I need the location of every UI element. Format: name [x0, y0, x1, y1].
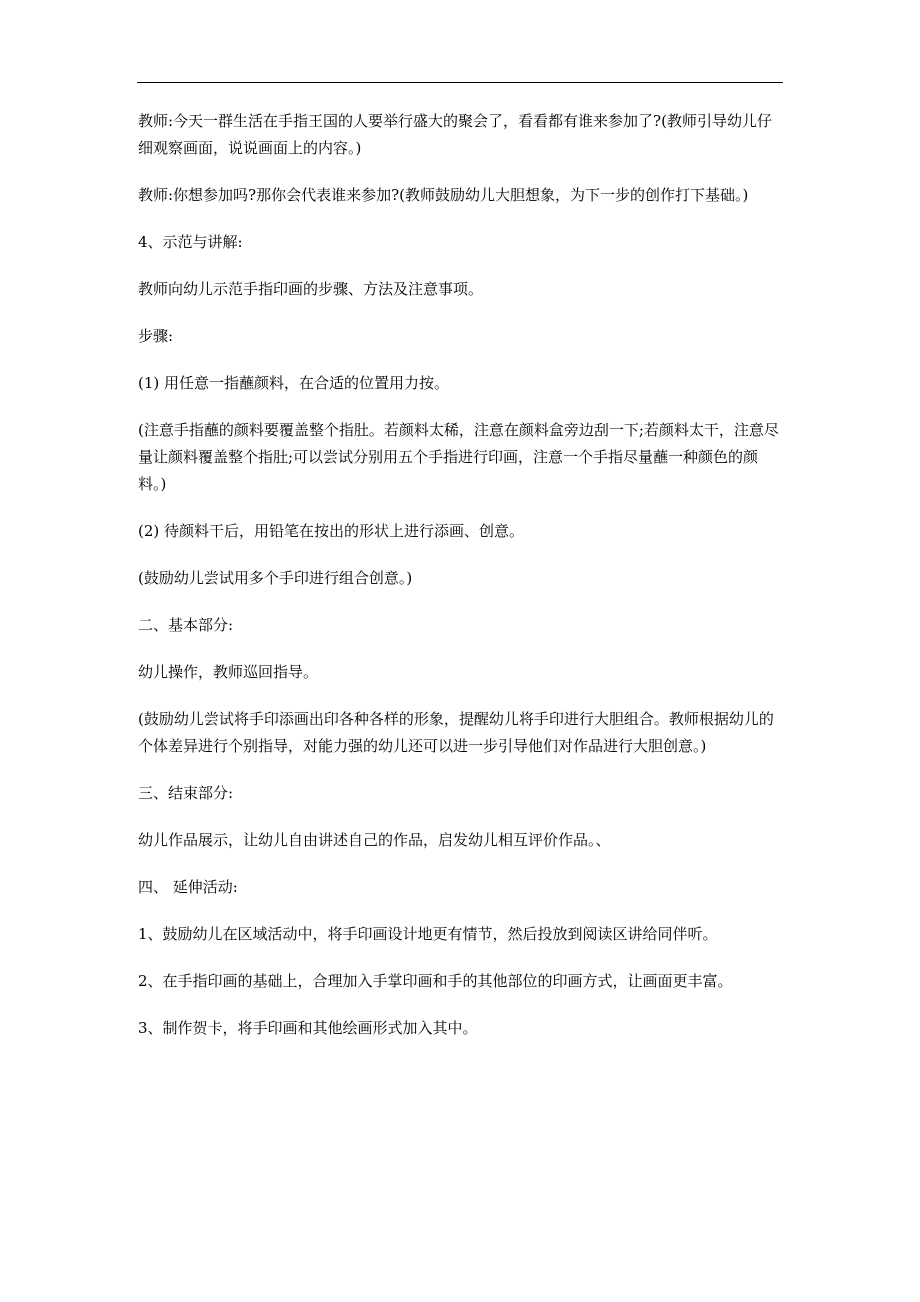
step-2-note: (鼓励幼儿尝试用多个手印进行组合创意。) — [138, 569, 413, 587]
header-rule — [137, 82, 783, 83]
paragraph-teacher-question: 教师:你想参加吗?那你会代表谁来参加?(教师鼓励幼儿大胆想象，为下一步的创作打下基础。) — [138, 186, 749, 204]
step-1-note: (注意手指蘸的颜料要覆盖整个指肚。若颜料太稀，注意在颜料盒旁边刮一下;若颜料太干，注意尽量让颜料覆盖整个指肚;可以尝试分别用五个手指进行印画，注意一个手指尽量蘸一种颜色的颜料。) — [138, 421, 779, 493]
section-heading-demo: 4、示范与讲解: — [138, 233, 243, 251]
step-2: (2) 待颜料干后，用铅笔在按出的形状上进行添画、创意。 — [138, 522, 525, 540]
extension-item-2: 2、在手指印画的基础上，合理加入手掌印画和手的其他部位的印画方式，让画面更丰富。 — [138, 972, 733, 990]
section-heading-extension: 四、 延伸活动: — [138, 878, 238, 896]
document-body — [138, 108, 784, 1062]
paragraph-basic-desc: 幼儿操作，教师巡回指导。 — [138, 663, 319, 681]
steps-heading: 步骤: — [138, 327, 174, 345]
extension-item-3: 3、制作贺卡，将手印画和其他绘画形式加入其中。 — [138, 1019, 478, 1037]
section-heading-end: 三、结束部分: — [138, 784, 234, 802]
section-heading-basic: 二、基本部分: — [138, 616, 234, 634]
step-1: (1) 用任意一指蘸颜料，在合适的位置用力按。 — [138, 374, 450, 392]
paragraph-teacher-intro: 教师:今天一群生活在手指王国的人要举行盛大的聚会了，看看都有谁来参加了?(教师引导幼儿仔细观察画面，说说画面上的内容。) — [138, 112, 772, 157]
paragraph-end-desc: 幼儿作品展示，让幼儿自由讲述自己的作品，启发幼儿相互评价作品。、 — [138, 831, 611, 849]
extension-item-1: 1、鼓励幼儿在区域活动中，将手印画设计地更有情节，然后投放到阅读区讲给同伴听。 — [138, 925, 718, 943]
paragraph-demo-desc: 教师向幼儿示范手指印画的步骤、方法及注意事项。 — [138, 280, 484, 298]
paragraph-basic-note: (鼓励幼儿尝试将手印添画出印各种各样的形象，提醒幼儿将手印进行大胆组合。教师根据幼儿的个体差异进行个别指导，对能力强的幼儿还可以进一步引导他们对作品进行大胆创意。) — [138, 710, 774, 755]
